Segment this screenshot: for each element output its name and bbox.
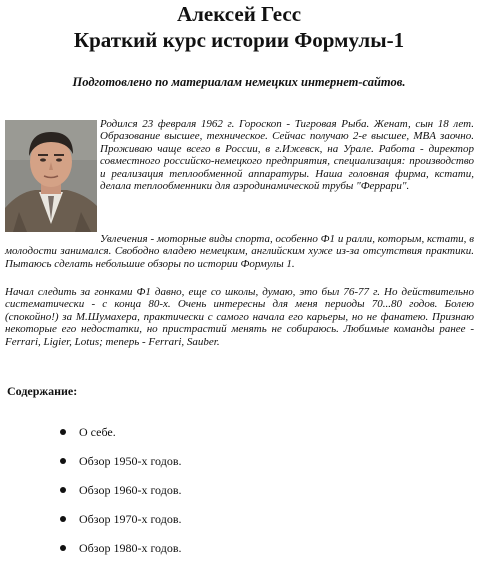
toc-heading: Содержание: (7, 384, 78, 398)
toc-item-about (60, 425, 182, 454)
author-name: Алексей Гесс (176, 2, 302, 26)
toc-list (60, 425, 182, 570)
document-title: Краткий курс истории Формулы-1 (73, 28, 405, 52)
toc-item-1950s (60, 454, 182, 483)
toc-item-1980s (60, 541, 182, 570)
toc-link-1960s[interactable]: Обзор 1960-х годов. (79, 483, 182, 497)
bullet-icon (60, 487, 66, 493)
document-subtitle: Подготовлено по материалам немецких интернет-сайтов. (72, 75, 406, 89)
toc-link-1950s[interactable]: Обзор 1950-х годов. (79, 454, 182, 468)
toc-item-1960s (60, 483, 182, 512)
bullet-icon (60, 516, 66, 522)
f1-history-paragraph: Начал следить за гонками Ф1 давно, еще со школы, думаю, это был 76-77 г. Но действительно систематически - с конца 80-х. Очень интересны для меня периоды 70...80 годов. Болею (спокойно!) за М.Шумахера, практически с самого начала его карьеры, но не фанатею. Признаю некоторые его недостатки, но пристрастий менять не собираюсь. Любимые команды ранее - Ferrari, Ligier, Lotus; теперь - Ferrari, Sauber. (5, 286, 474, 348)
bullet-icon (60, 429, 66, 435)
bullet-icon (60, 545, 66, 551)
toc-link-about[interactable]: О себе. (79, 425, 116, 439)
toc-link-1970s[interactable]: Обзор 1970-х годов. (79, 512, 182, 526)
bio-paragraph: Родился 23 февраля 1962 г. Гороскоп - Тигровая Рыба. Женат, сын 18 лет. Образование высшее, техническое. Сейчас получаю 2-е высшее, MBA заочно. Проживаю чаще всего в России, в г.Ижевск, на Урале. Работа - директор совместного российско-немецкого предприятия, специализация: производство и реализация теплообменной аппаратуры. Наша головная фирма, кстати, делала теплообменники для аэродинамической трубы "Феррари". (100, 118, 474, 193)
portrait-image (5, 120, 97, 232)
bullet-icon (60, 458, 66, 464)
toc-link-1980s[interactable]: Обзор 1980-х годов. (79, 541, 182, 555)
author-photo (5, 120, 97, 232)
hobbies-paragraph: Увлечения - моторные виды спорта, особенно Ф1 и ралли, которым, кстати, в молодости занимался. Свободно владею немецким, английским хуже из-за отсутствия практики. Пытаюсь сделать небольшие обзоры по истории Формулы 1. (5, 233, 474, 270)
toc-item-1970s (60, 512, 182, 541)
